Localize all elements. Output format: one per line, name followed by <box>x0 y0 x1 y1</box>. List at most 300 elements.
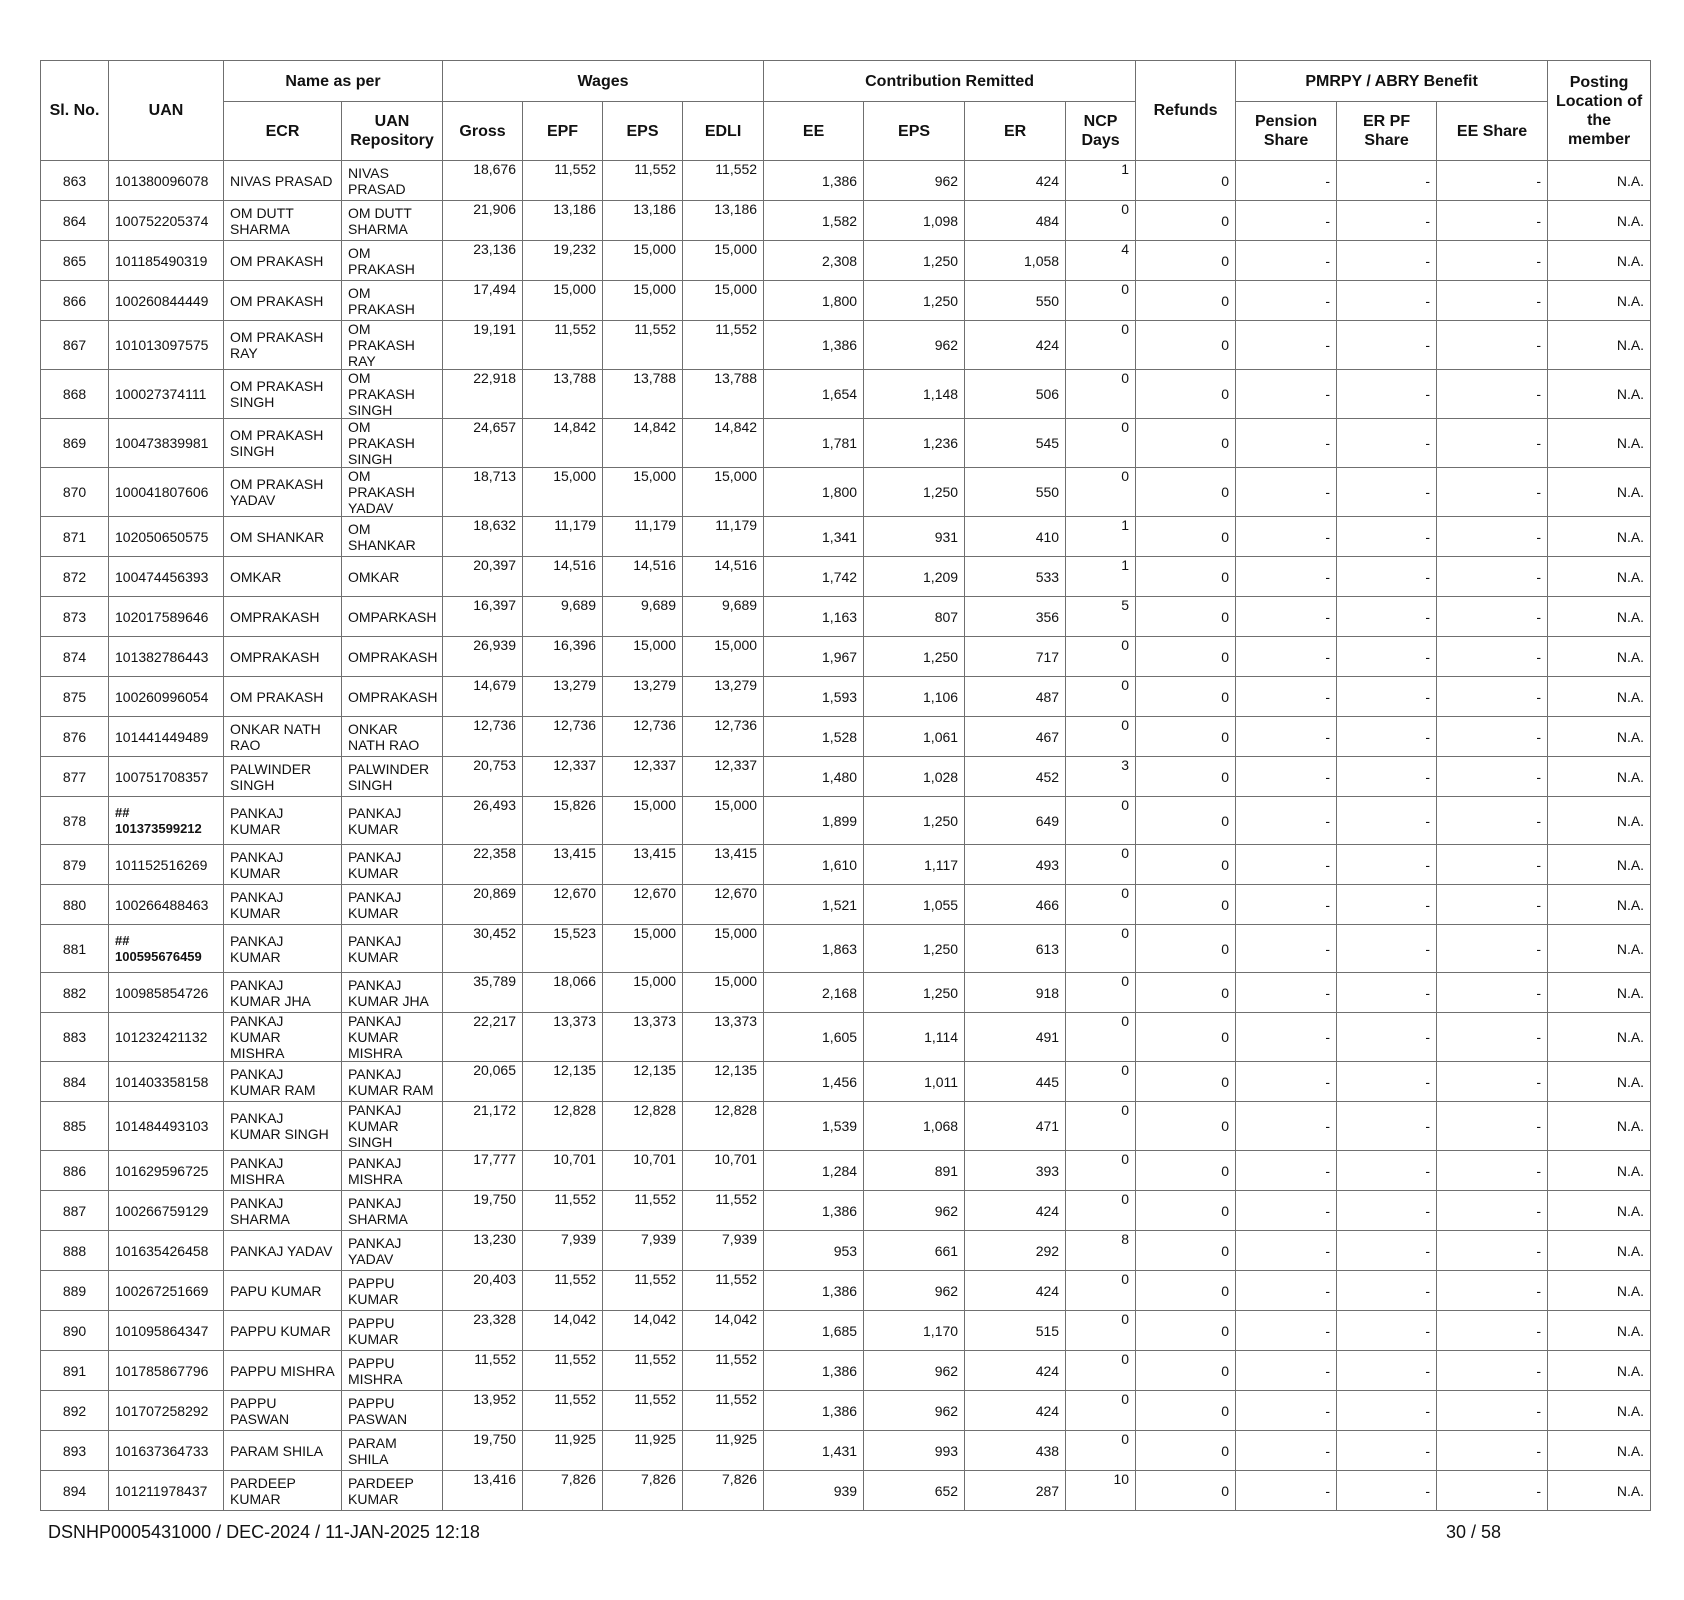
cell-uan: 101441449489 <box>109 717 224 757</box>
table-row <box>41 1102 1651 1151</box>
cell-name-ecr: OMKAR <box>224 557 342 597</box>
table-row <box>41 1013 1651 1062</box>
cell-name-ecr: OMPRAKASH <box>224 637 342 677</box>
cell-refunds: 0 <box>1136 885 1236 925</box>
header-gross: Gross <box>443 102 523 161</box>
cell-posting-location: N.A. <box>1548 1391 1651 1431</box>
cell-uan: ## 100595676459 <box>109 925 224 973</box>
cell-ee-share: - <box>1437 845 1548 885</box>
cell-sl-no: 879 <box>41 845 109 885</box>
cell-er: 292 <box>965 1231 1066 1271</box>
cell-er-pf-share: - <box>1337 925 1437 973</box>
cell-gross: 19,750 <box>443 1431 523 1471</box>
cell-sl-no: 873 <box>41 597 109 637</box>
cell-er: 424 <box>965 161 1066 201</box>
cell-pension-share: - <box>1236 1062 1337 1102</box>
cell-name-ecr: PANKAJ KUMAR <box>224 845 342 885</box>
cell-ee: 1,386 <box>764 321 864 370</box>
cell-pension-share: - <box>1236 241 1337 281</box>
cell-uan: 100751708357 <box>109 757 224 797</box>
cell-er: 491 <box>965 1013 1066 1062</box>
header-refunds: Refunds <box>1136 61 1236 161</box>
cell-epf: 11,179 <box>523 517 603 557</box>
cell-eps: 11,552 <box>603 1391 683 1431</box>
cell-er: 550 <box>965 468 1066 517</box>
cell-name-uan-repository: PANKAJ SHARMA <box>342 1191 443 1231</box>
cell-posting-location: N.A. <box>1548 1271 1651 1311</box>
cell-epf: 13,373 <box>523 1013 603 1062</box>
document-reference: DSNHP0005431000 / DEC-2024 / 11-JAN-2025 12:18 <box>48 1522 480 1542</box>
cell-refunds: 0 <box>1136 517 1236 557</box>
cell-eps: 13,415 <box>603 845 683 885</box>
cell-ee: 2,168 <box>764 973 864 1013</box>
cell-ee-share: - <box>1437 1102 1548 1151</box>
cell-name-uan-repository: PAPPU MISHRA <box>342 1351 443 1391</box>
cell-epf: 12,337 <box>523 757 603 797</box>
cell-eps: 14,042 <box>603 1311 683 1351</box>
cell-refunds: 0 <box>1136 1471 1236 1511</box>
cell-sl-no: 891 <box>41 1351 109 1391</box>
cell-sl-no: 868 <box>41 370 109 419</box>
cell-posting-location: N.A. <box>1548 1013 1651 1062</box>
cell-er: 487 <box>965 677 1066 717</box>
cell-pension-share: - <box>1236 757 1337 797</box>
cell-name-ecr: PANKAJ KUMAR JHA <box>224 973 342 1013</box>
cell-ee: 1,163 <box>764 597 864 637</box>
cell-ee-share: - <box>1437 557 1548 597</box>
cell-epf: 12,135 <box>523 1062 603 1102</box>
cell-pension-share: - <box>1236 1351 1337 1391</box>
cell-ncp-days: 8 <box>1066 1231 1136 1271</box>
cell-contribution-eps: 1,250 <box>864 973 965 1013</box>
cell-gross: 12,736 <box>443 717 523 757</box>
cell-pension-share: - <box>1236 281 1337 321</box>
cell-er: 717 <box>965 637 1066 677</box>
cell-name-uan-repository: PANKAJ KUMAR <box>342 797 443 845</box>
header-ee-share: EE Share <box>1437 102 1548 161</box>
cell-er: 424 <box>965 1391 1066 1431</box>
cell-er-pf-share: - <box>1337 637 1437 677</box>
cell-eps: 15,000 <box>603 973 683 1013</box>
cell-er-pf-share: - <box>1337 1311 1437 1351</box>
cell-uan: 101152516269 <box>109 845 224 885</box>
table-row <box>41 1191 1651 1231</box>
cell-name-uan-repository: PANKAJ MISHRA <box>342 1151 443 1191</box>
cell-name-uan-repository: OM PRAKASH <box>342 241 443 281</box>
cell-gross: 30,452 <box>443 925 523 973</box>
cell-ee: 1,800 <box>764 281 864 321</box>
header-er-pf-share: ER PF Share <box>1337 102 1437 161</box>
cell-posting-location: N.A. <box>1548 925 1651 973</box>
cell-sl-no: 887 <box>41 1191 109 1231</box>
cell-posting-location: N.A. <box>1548 419 1651 468</box>
cell-contribution-eps: 962 <box>864 1191 965 1231</box>
cell-gross: 23,328 <box>443 1311 523 1351</box>
cell-contribution-eps: 661 <box>864 1231 965 1271</box>
cell-refunds: 0 <box>1136 1351 1236 1391</box>
cell-epf: 11,552 <box>523 321 603 370</box>
cell-er: 466 <box>965 885 1066 925</box>
cell-gross: 20,397 <box>443 557 523 597</box>
cell-refunds: 0 <box>1136 1191 1236 1231</box>
cell-eps: 12,828 <box>603 1102 683 1151</box>
cell-eps: 11,925 <box>603 1431 683 1471</box>
table-row <box>41 161 1651 201</box>
cell-pension-share: - <box>1236 1013 1337 1062</box>
cell-er: 515 <box>965 1311 1066 1351</box>
cell-er: 410 <box>965 517 1066 557</box>
cell-name-uan-repository: OM PRAKASH RAY <box>342 321 443 370</box>
cell-refunds: 0 <box>1136 1151 1236 1191</box>
table-row <box>41 885 1651 925</box>
cell-edli: 11,552 <box>683 321 764 370</box>
cell-edli: 11,552 <box>683 1391 764 1431</box>
cell-ee: 1,781 <box>764 419 864 468</box>
cell-eps: 11,552 <box>603 1191 683 1231</box>
cell-er-pf-share: - <box>1337 468 1437 517</box>
cell-uan: ## 101373599212 <box>109 797 224 845</box>
cell-contribution-eps: 1,148 <box>864 370 965 419</box>
cell-name-uan-repository: PANKAJ KUMAR <box>342 925 443 973</box>
cell-ee-share: - <box>1437 1151 1548 1191</box>
cell-posting-location: N.A. <box>1548 321 1651 370</box>
header-sl-no: Sl. No. <box>41 61 109 161</box>
cell-contribution-eps: 962 <box>864 1271 965 1311</box>
cell-edli: 10,701 <box>683 1151 764 1191</box>
cell-ee: 1,863 <box>764 925 864 973</box>
cell-name-ecr: PAPU KUMAR <box>224 1271 342 1311</box>
cell-name-ecr: PAPPU MISHRA <box>224 1351 342 1391</box>
cell-contribution-eps: 1,250 <box>864 925 965 973</box>
cell-refunds: 0 <box>1136 201 1236 241</box>
cell-uan: 101635426458 <box>109 1231 224 1271</box>
cell-edli: 7,826 <box>683 1471 764 1511</box>
cell-refunds: 0 <box>1136 161 1236 201</box>
cell-pension-share: - <box>1236 797 1337 845</box>
cell-ee-share: - <box>1437 925 1548 973</box>
cell-ncp-days: 0 <box>1066 468 1136 517</box>
cell-ee-share: - <box>1437 241 1548 281</box>
cell-name-ecr: PANKAJ KUMAR RAM <box>224 1062 342 1102</box>
cell-pension-share: - <box>1236 201 1337 241</box>
cell-uan: 100985854726 <box>109 973 224 1013</box>
cell-er: 918 <box>965 973 1066 1013</box>
cell-ee: 1,431 <box>764 1431 864 1471</box>
header-ecr: ECR <box>224 102 342 161</box>
header-pmrpy-abry: PMRPY / ABRY Benefit <box>1236 61 1548 102</box>
cell-pension-share: - <box>1236 1271 1337 1311</box>
cell-er-pf-share: - <box>1337 1271 1437 1311</box>
table-row <box>41 201 1651 241</box>
cell-uan: 101211978437 <box>109 1471 224 1511</box>
header-name-as-per: Name as per <box>224 61 443 102</box>
cell-epf: 12,670 <box>523 885 603 925</box>
cell-ncp-days: 0 <box>1066 925 1136 973</box>
cell-refunds: 0 <box>1136 321 1236 370</box>
cell-sl-no: 889 <box>41 1271 109 1311</box>
cell-pension-share: - <box>1236 1231 1337 1271</box>
header-epf: EPF <box>523 102 603 161</box>
cell-name-ecr: OM PRAKASH <box>224 241 342 281</box>
cell-name-uan-repository: PALWINDER SINGH <box>342 757 443 797</box>
table-row <box>41 677 1651 717</box>
cell-ee: 1,967 <box>764 637 864 677</box>
cell-refunds: 0 <box>1136 973 1236 1013</box>
cell-name-ecr: PANKAJ KUMAR SINGH <box>224 1102 342 1151</box>
cell-pension-share: - <box>1236 468 1337 517</box>
header-ee: EE <box>764 102 864 161</box>
cell-ee-share: - <box>1437 677 1548 717</box>
cell-pension-share: - <box>1236 973 1337 1013</box>
cell-posting-location: N.A. <box>1548 468 1651 517</box>
cell-contribution-eps: 807 <box>864 597 965 637</box>
cell-uan: 102017589646 <box>109 597 224 637</box>
cell-er: 613 <box>965 925 1066 973</box>
cell-er-pf-share: - <box>1337 1151 1437 1191</box>
cell-gross: 26,493 <box>443 797 523 845</box>
cell-ee: 1,386 <box>764 1191 864 1231</box>
cell-edli: 15,000 <box>683 468 764 517</box>
cell-pension-share: - <box>1236 717 1337 757</box>
cell-eps: 15,000 <box>603 925 683 973</box>
cell-sl-no: 894 <box>41 1471 109 1511</box>
cell-epf: 13,415 <box>523 845 603 885</box>
cell-posting-location: N.A. <box>1548 637 1651 677</box>
cell-ee-share: - <box>1437 370 1548 419</box>
cell-ncp-days: 0 <box>1066 845 1136 885</box>
cell-ncp-days: 1 <box>1066 517 1136 557</box>
header-contribution-remitted: Contribution Remitted <box>764 61 1136 102</box>
cell-gross: 16,397 <box>443 597 523 637</box>
cell-name-uan-repository: PARDEEP KUMAR <box>342 1471 443 1511</box>
cell-edli: 13,415 <box>683 845 764 885</box>
cell-edli: 11,552 <box>683 161 764 201</box>
cell-refunds: 0 <box>1136 557 1236 597</box>
cell-uan: 100260996054 <box>109 677 224 717</box>
cell-name-ecr: OMPRAKASH <box>224 597 342 637</box>
table-row <box>41 1062 1651 1102</box>
cell-ncp-days: 4 <box>1066 241 1136 281</box>
cell-ncp-days: 0 <box>1066 419 1136 468</box>
cell-gross: 21,906 <box>443 201 523 241</box>
cell-contribution-eps: 891 <box>864 1151 965 1191</box>
cell-posting-location: N.A. <box>1548 161 1651 201</box>
header-ncp-days: NCP Days <box>1066 102 1136 161</box>
cell-eps: 12,337 <box>603 757 683 797</box>
cell-contribution-eps: 962 <box>864 1351 965 1391</box>
cell-contribution-eps: 1,236 <box>864 419 965 468</box>
cell-refunds: 0 <box>1136 1431 1236 1471</box>
cell-edli: 7,939 <box>683 1231 764 1271</box>
cell-gross: 18,713 <box>443 468 523 517</box>
cell-er-pf-share: - <box>1337 757 1437 797</box>
cell-gross: 13,230 <box>443 1231 523 1271</box>
cell-ee: 1,480 <box>764 757 864 797</box>
cell-epf: 11,552 <box>523 1271 603 1311</box>
cell-edli: 9,689 <box>683 597 764 637</box>
cell-refunds: 0 <box>1136 1013 1236 1062</box>
cell-uan: 101013097575 <box>109 321 224 370</box>
cell-uan: 101403358158 <box>109 1062 224 1102</box>
cell-er-pf-share: - <box>1337 973 1437 1013</box>
cell-sl-no: 875 <box>41 677 109 717</box>
cell-name-ecr: OM DUTT SHARMA <box>224 201 342 241</box>
cell-er: 545 <box>965 419 1066 468</box>
cell-posting-location: N.A. <box>1548 1431 1651 1471</box>
table-row <box>41 925 1651 973</box>
cell-uan: 101707258292 <box>109 1391 224 1431</box>
cell-er: 424 <box>965 321 1066 370</box>
table-row <box>41 597 1651 637</box>
cell-epf: 11,925 <box>523 1431 603 1471</box>
cell-name-ecr: OM PRAKASH RAY <box>224 321 342 370</box>
cell-sl-no: 885 <box>41 1102 109 1151</box>
table-row <box>41 370 1651 419</box>
cell-contribution-eps: 962 <box>864 1391 965 1431</box>
header-er: ER <box>965 102 1066 161</box>
table-row <box>41 419 1651 468</box>
cell-ee-share: - <box>1437 1431 1548 1471</box>
cell-ee: 1,654 <box>764 370 864 419</box>
cell-name-uan-repository: OM PRAKASH YADAV <box>342 468 443 517</box>
table-row <box>41 1311 1651 1351</box>
table-row <box>41 845 1651 885</box>
cell-contribution-eps: 1,068 <box>864 1102 965 1151</box>
cell-gross: 18,632 <box>443 517 523 557</box>
cell-er-pf-share: - <box>1337 370 1437 419</box>
cell-er-pf-share: - <box>1337 717 1437 757</box>
cell-ee: 1,610 <box>764 845 864 885</box>
cell-refunds: 0 <box>1136 1102 1236 1151</box>
cell-pension-share: - <box>1236 557 1337 597</box>
cell-ee-share: - <box>1437 1231 1548 1271</box>
cell-gross: 20,869 <box>443 885 523 925</box>
table-row <box>41 637 1651 677</box>
header-edli: EDLI <box>683 102 764 161</box>
cell-epf: 13,788 <box>523 370 603 419</box>
cell-epf: 11,552 <box>523 1391 603 1431</box>
cell-ee-share: - <box>1437 281 1548 321</box>
cell-er-pf-share: - <box>1337 321 1437 370</box>
cell-er: 424 <box>965 1271 1066 1311</box>
cell-uan: 101095864347 <box>109 1311 224 1351</box>
cell-refunds: 0 <box>1136 757 1236 797</box>
cell-ee-share: - <box>1437 1471 1548 1511</box>
cell-ncp-days: 0 <box>1066 1391 1136 1431</box>
cell-gross: 23,136 <box>443 241 523 281</box>
cell-contribution-eps: 1,055 <box>864 885 965 925</box>
cell-pension-share: - <box>1236 419 1337 468</box>
table-row <box>41 757 1651 797</box>
cell-edli: 11,925 <box>683 1431 764 1471</box>
cell-contribution-eps: 1,106 <box>864 677 965 717</box>
table-row <box>41 468 1651 517</box>
cell-name-ecr: PANKAJ SHARMA <box>224 1191 342 1231</box>
cell-ee: 1,386 <box>764 161 864 201</box>
cell-sl-no: 893 <box>41 1431 109 1471</box>
cell-epf: 14,042 <box>523 1311 603 1351</box>
cell-contribution-eps: 1,114 <box>864 1013 965 1062</box>
cell-posting-location: N.A. <box>1548 757 1651 797</box>
cell-pension-share: - <box>1236 370 1337 419</box>
cell-edli: 11,179 <box>683 517 764 557</box>
cell-ee: 1,685 <box>764 1311 864 1351</box>
cell-ee-share: - <box>1437 468 1548 517</box>
cell-uan: 102050650575 <box>109 517 224 557</box>
cell-sl-no: 892 <box>41 1391 109 1431</box>
cell-eps: 9,689 <box>603 597 683 637</box>
table-row <box>41 1431 1651 1471</box>
cell-contribution-eps: 1,250 <box>864 637 965 677</box>
cell-gross: 24,657 <box>443 419 523 468</box>
cell-pension-share: - <box>1236 1391 1337 1431</box>
cell-name-ecr: PANKAJ KUMAR MISHRA <box>224 1013 342 1062</box>
cell-refunds: 0 <box>1136 1062 1236 1102</box>
cell-er: 424 <box>965 1191 1066 1231</box>
cell-er-pf-share: - <box>1337 1191 1437 1231</box>
cell-name-ecr: PALWINDER SINGH <box>224 757 342 797</box>
cell-gross: 13,416 <box>443 1471 523 1511</box>
cell-posting-location: N.A. <box>1548 370 1651 419</box>
cell-name-ecr: PANKAJ KUMAR <box>224 885 342 925</box>
cell-ee: 1,742 <box>764 557 864 597</box>
table-row <box>41 557 1651 597</box>
cell-pension-share: - <box>1236 1311 1337 1351</box>
cell-edli: 15,000 <box>683 281 764 321</box>
cell-epf: 14,842 <box>523 419 603 468</box>
cell-posting-location: N.A. <box>1548 1471 1651 1511</box>
cell-ncp-days: 0 <box>1066 677 1136 717</box>
cell-ee: 953 <box>764 1231 864 1271</box>
cell-uan: 100027374111 <box>109 370 224 419</box>
cell-edli: 15,000 <box>683 973 764 1013</box>
cell-name-uan-repository: OM PRAKASH SINGH <box>342 370 443 419</box>
cell-er: 533 <box>965 557 1066 597</box>
cell-sl-no: 869 <box>41 419 109 468</box>
cell-name-ecr: PARAM SHILA <box>224 1431 342 1471</box>
cell-sl-no: 865 <box>41 241 109 281</box>
table-row <box>41 1151 1651 1191</box>
cell-edli: 14,042 <box>683 1311 764 1351</box>
cell-posting-location: N.A. <box>1548 973 1651 1013</box>
cell-eps: 15,000 <box>603 468 683 517</box>
cell-ncp-days: 0 <box>1066 797 1136 845</box>
cell-er-pf-share: - <box>1337 677 1437 717</box>
cell-edli: 11,552 <box>683 1191 764 1231</box>
cell-epf: 9,689 <box>523 597 603 637</box>
cell-epf: 15,000 <box>523 281 603 321</box>
cell-edli: 12,337 <box>683 757 764 797</box>
cell-ee: 1,899 <box>764 797 864 845</box>
cell-er: 452 <box>965 757 1066 797</box>
cell-edli: 12,670 <box>683 885 764 925</box>
cell-ee-share: - <box>1437 717 1548 757</box>
cell-edli: 11,552 <box>683 1351 764 1391</box>
table-body <box>41 161 1651 1511</box>
cell-refunds: 0 <box>1136 281 1236 321</box>
header-contribution-eps: EPS <box>864 102 965 161</box>
cell-uan: 101382786443 <box>109 637 224 677</box>
cell-contribution-eps: 962 <box>864 321 965 370</box>
cell-uan: 101380096078 <box>109 161 224 201</box>
cell-ncp-days: 0 <box>1066 1062 1136 1102</box>
cell-eps: 12,736 <box>603 717 683 757</box>
cell-er-pf-share: - <box>1337 557 1437 597</box>
cell-ee: 1,521 <box>764 885 864 925</box>
cell-er: 493 <box>965 845 1066 885</box>
cell-epf: 7,939 <box>523 1231 603 1271</box>
cell-er-pf-share: - <box>1337 1391 1437 1431</box>
